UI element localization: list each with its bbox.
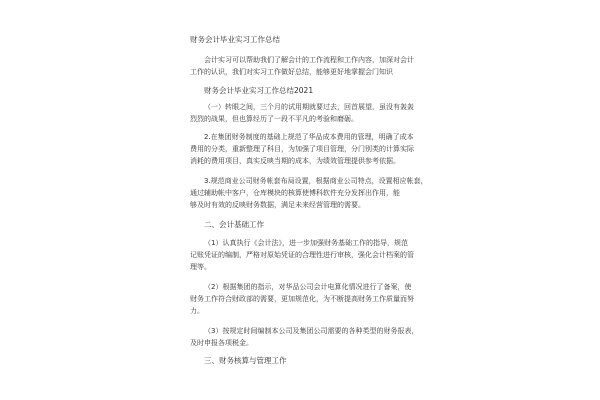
para3-line-2: 通过辅助帐中客户，仓库模块的核算使博科软件充分发挥出作用，能 [190,189,400,197]
para2-line-3: 消耗的费用项目，真实反映当期的成本，为绩效管理提供参考依据。 [190,157,400,165]
para2-line-2: 费用的分类，重新整理了科目，为加强了项目管理，分门别类的计算实际 [190,145,414,153]
para1-line-1: （一）转眼之间，三个月的试用期就要过去，回首展望，虽没有轰轰 [204,103,414,111]
para5-line-2: 财务工作符合财政部的需要，更加规范化，为不断提高财务工作质量而努 [190,295,414,303]
document-title: 财务会计毕业实习工作总结 [190,35,280,44]
para6-line-1: （3）按规定时间编制本公司及集团公司需要的各种类型的财务报表， [204,327,419,335]
para6-line-2: 及时申报各项税金。 [190,339,253,347]
intro-line-1: 会计实习可以帮助我们了解会计的工作流程和工作内容，加深对会计 [204,56,414,64]
para4-line-2: 记账凭证的编制，严格对原始凭证的合理性进行审核，强化会计档案的管 [190,251,414,259]
para3-line-1: 3.规范商业公司财务帐套布局设置，根据商业公司特点，设置相应帐套， [204,177,428,185]
para2-line-1: 2.在集团财务制度的基础上规范了华品成本费用的管理，明确了成本 [204,133,414,141]
para1-line-2: 烈烈的战果，但也算经历了一段不平凡的考验和磨砺。 [190,115,358,123]
para5-line-1: （2）根据集团的指示，对华品公司会计电算化情况进行了备案，使 [204,283,412,291]
intro-line-2: 工作的认识，我们对实习工作做好总结，能够更好地掌握会门知识 [190,68,393,76]
document-subtitle: 财务会计毕业实习工作总结2021 [204,86,314,95]
heading-financial-accounting: 三、财务核算与管理工作 [204,356,287,365]
para3-line-3: 够及时有效的反映财务数据，满足未来经营管理的需要。 [190,201,365,209]
para5-line-3: 力。 [190,307,204,315]
heading-accounting-basics: 二、会计基础工作 [204,220,264,229]
para4-line-1: （1）认真执行《会计法》，进一步加强财务基础工作的指导，规范 [204,239,408,247]
para4-line-3: 理等。 [190,263,211,271]
